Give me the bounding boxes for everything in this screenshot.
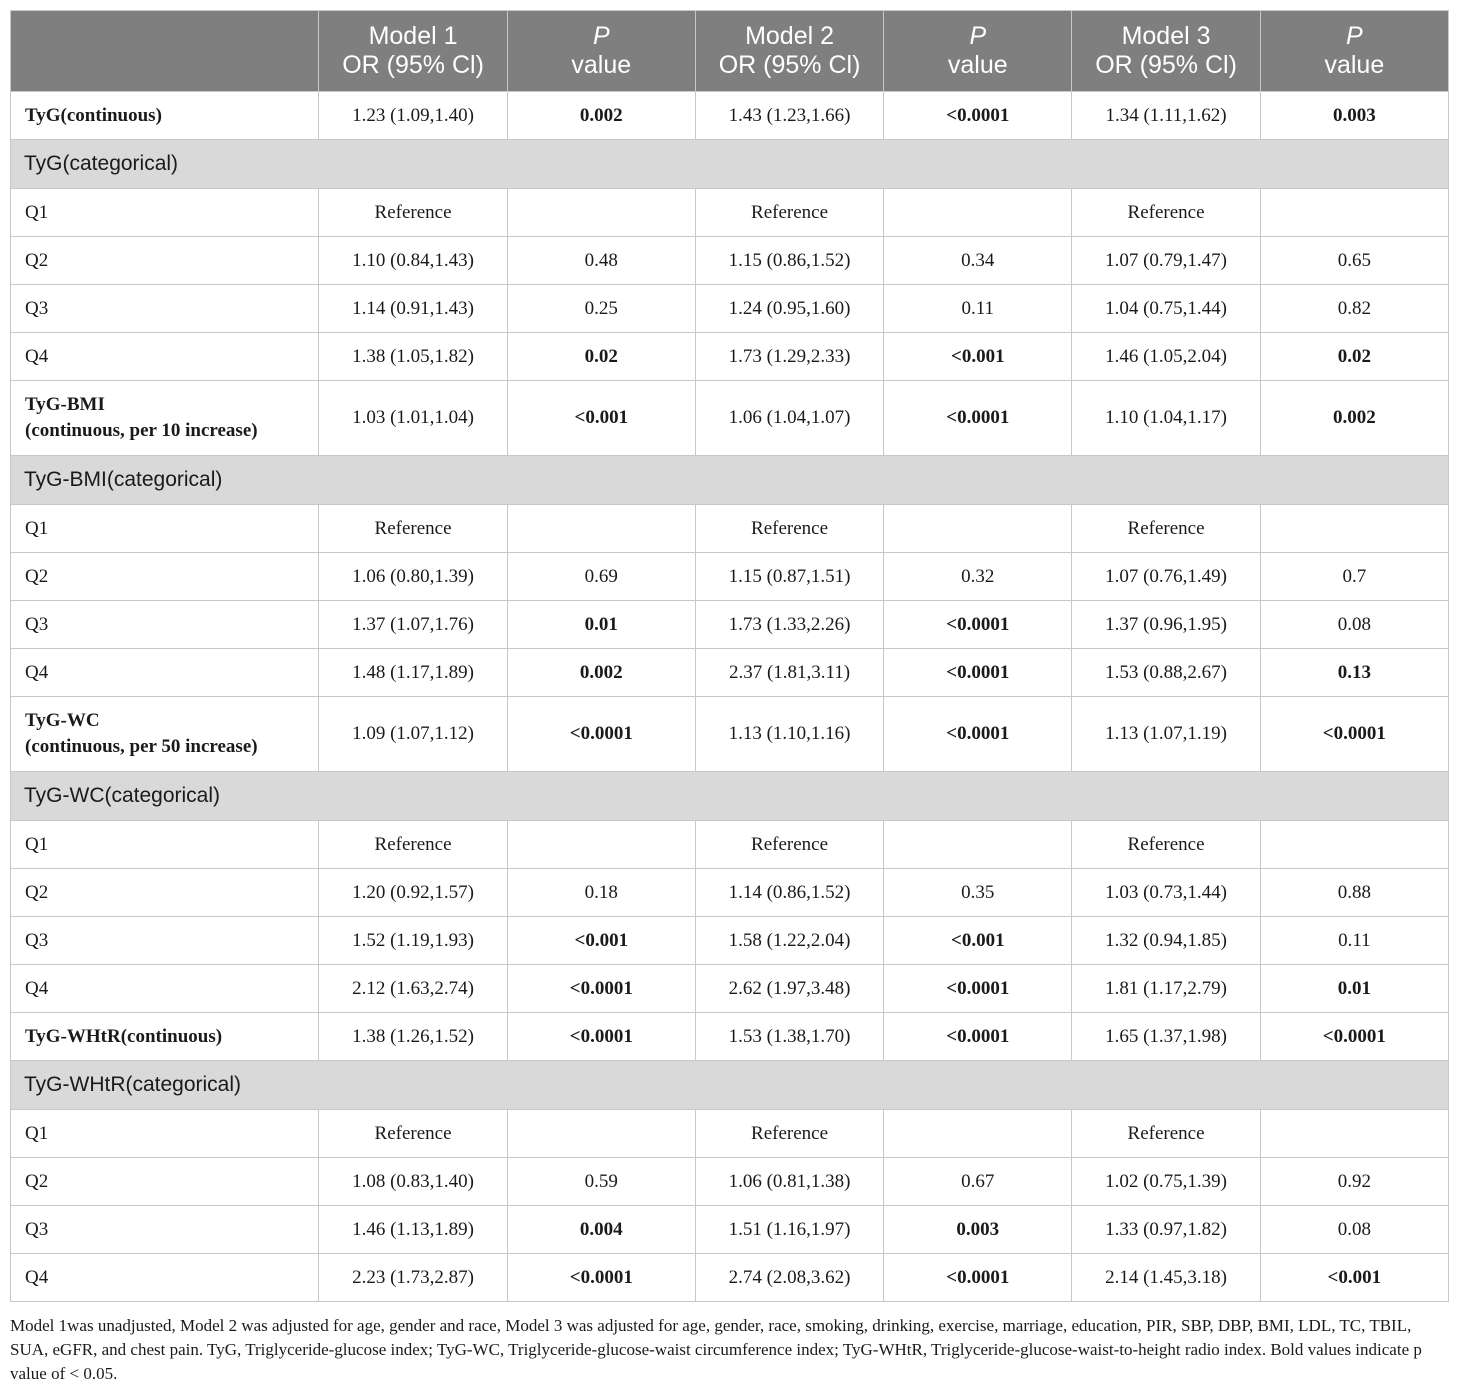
row-label-line: Q4 [25, 661, 49, 683]
or-ci-cell: 2.14 (1.45,3.18) [1072, 1254, 1260, 1302]
row-label-line: Q1 [25, 1122, 49, 1144]
or-ci-cell: 2.62 (1.97,3.48) [695, 965, 883, 1013]
p-value-cell: <0.0001 [507, 697, 695, 772]
or-ci-cell: 1.73 (1.29,2.33) [695, 333, 883, 381]
category-row [11, 772, 1449, 821]
or-ci-cell: Reference [695, 505, 883, 553]
row-label-line: Q2 [25, 249, 49, 271]
row-label [11, 505, 319, 553]
or-ci-cell: 1.37 (1.07,1.76) [319, 601, 507, 649]
p-value-cell [507, 189, 695, 237]
row-label [11, 821, 319, 869]
row-label [11, 1013, 319, 1061]
p-value-cell: <0.0001 [884, 92, 1072, 140]
p-value-cell [507, 821, 695, 869]
or-ci-cell: 1.34 (1.11,1.62) [1072, 92, 1260, 140]
or-ci-cell: 1.33 (0.97,1.82) [1072, 1206, 1260, 1254]
table-row [11, 553, 1449, 601]
or-ci-cell: 1.07 (0.79,1.47) [1072, 237, 1260, 285]
p-value-cell: 0.01 [1260, 965, 1448, 1013]
row-label-line: TyG(continuous) [25, 104, 162, 126]
or-ci-cell: Reference [1072, 1110, 1260, 1158]
row-label [11, 237, 319, 285]
p-value-cell: 0.69 [507, 553, 695, 601]
or-ci-cell: Reference [319, 1110, 507, 1158]
header-model2-unit: OR (95% Cl) [718, 51, 861, 79]
table-body [11, 92, 1449, 1302]
row-label-line: TyG-WHtR(continuous) [25, 1025, 223, 1047]
p-value-cell [1260, 505, 1448, 553]
p-value-cell: 0.002 [1260, 381, 1448, 456]
p-value-cell [507, 1110, 695, 1158]
row-label [11, 92, 319, 140]
row-label-line: Q4 [25, 1266, 49, 1288]
p-value-cell: <0.0001 [507, 1013, 695, 1061]
p-value-cell [884, 505, 1072, 553]
p-value-cell: 0.004 [507, 1206, 695, 1254]
header-p-letter: P [969, 22, 987, 50]
table-row [11, 869, 1449, 917]
or-ci-cell: Reference [1072, 821, 1260, 869]
row-label [11, 697, 319, 772]
p-value-cell: 0.01 [507, 601, 695, 649]
p-value-cell: <0.0001 [884, 1013, 1072, 1061]
table-footnote: Model 1was unadjusted, Model 2 was adjusted for age, gender and race, Model 3 was adjusted for age, gender, race, smoking, drinking, exercise, marriage, education, PIR, SBP, DBP, BMI, LDL, TC, TBIL, SUA, eGFR, and chest pain. TyG, Triglyceride-glucose index; TyG-WC, Triglyceride-glucose-waist circumference index; TyG-WHtR, Triglyceride-glucose-waist-to-height radio index. Bold values indicate p value of < 0.05. [10, 1316, 1422, 1383]
p-value-cell: 0.65 [1260, 237, 1448, 285]
table-row [11, 285, 1449, 333]
row-label-line: Q1 [25, 201, 49, 223]
or-ci-cell: 1.32 (0.94,1.85) [1072, 917, 1260, 965]
p-value-cell: 0.02 [1260, 333, 1448, 381]
p-value-cell: <0.0001 [884, 697, 1072, 772]
table-row [11, 1158, 1449, 1206]
or-ci-cell: 1.07 (0.76,1.49) [1072, 553, 1260, 601]
or-ci-cell: Reference [319, 505, 507, 553]
or-ci-cell: 1.48 (1.17,1.89) [319, 649, 507, 697]
p-value-cell: <0.0001 [884, 649, 1072, 697]
or-ci-cell: Reference [1072, 189, 1260, 237]
row-label [11, 965, 319, 1013]
p-value-cell [507, 505, 695, 553]
category-label: TyG-WHtR(categorical) [11, 1061, 1449, 1110]
table-row [11, 649, 1449, 697]
header-p-value-word: value [947, 51, 1008, 79]
or-ci-cell: 1.51 (1.16,1.97) [695, 1206, 883, 1254]
or-ci-cell: 2.74 (2.08,3.62) [695, 1254, 883, 1302]
p-value-cell: 0.003 [1260, 92, 1448, 140]
or-ci-cell: 1.20 (0.92,1.57) [319, 869, 507, 917]
or-ci-cell: 2.23 (1.73,2.87) [319, 1254, 507, 1302]
p-value-cell: 0.67 [884, 1158, 1072, 1206]
or-ci-cell: Reference [695, 1110, 883, 1158]
header-model2-name: Model 2 [745, 22, 835, 50]
or-ci-cell: 1.02 (0.75,1.39) [1072, 1158, 1260, 1206]
header-model1-name: Model 1 [368, 22, 458, 50]
p-value-cell [1260, 1110, 1448, 1158]
p-value-cell: <0.001 [1260, 1254, 1448, 1302]
or-ci-cell: 1.24 (0.95,1.60) [695, 285, 883, 333]
row-label [11, 1254, 319, 1302]
row-label-line: Q3 [25, 1218, 49, 1240]
p-value-cell: <0.0001 [1260, 697, 1448, 772]
row-label [11, 649, 319, 697]
or-ci-cell: 1.58 (1.22,2.04) [695, 917, 883, 965]
or-ci-cell: 1.06 (0.80,1.39) [319, 553, 507, 601]
p-value-cell: 0.08 [1260, 601, 1448, 649]
or-ci-cell: 1.14 (0.86,1.52) [695, 869, 883, 917]
p-value-cell: 0.002 [507, 649, 695, 697]
or-ci-cell: 1.06 (1.04,1.07) [695, 381, 883, 456]
row-label-line: TyG-WC [25, 710, 100, 731]
p-value-cell: 0.32 [884, 553, 1072, 601]
or-ci-cell: 1.13 (1.07,1.19) [1072, 697, 1260, 772]
or-ci-cell: Reference [319, 189, 507, 237]
table-row [11, 821, 1449, 869]
or-ci-cell: 1.52 (1.19,1.93) [319, 917, 507, 965]
category-label: TyG-WC(categorical) [11, 772, 1449, 821]
table-row [11, 1254, 1449, 1302]
p-value-cell: 0.35 [884, 869, 1072, 917]
p-value-cell: 0.34 [884, 237, 1072, 285]
row-label-line: Q4 [25, 345, 49, 367]
p-value-cell [1260, 821, 1448, 869]
or-ci-cell: 1.08 (0.83,1.40) [319, 1158, 507, 1206]
header-model3-unit: OR (95% Cl) [1095, 51, 1237, 79]
p-value-cell: <0.001 [884, 917, 1072, 965]
results-table-container [10, 10, 1450, 1302]
table-row [11, 381, 1449, 456]
p-value-cell: <0.0001 [884, 1254, 1072, 1302]
row-label-line: Q1 [25, 833, 49, 855]
header-model1 [319, 11, 507, 92]
p-value-cell: <0.0001 [507, 1254, 695, 1302]
p-value-cell: 0.25 [507, 285, 695, 333]
table-row [11, 92, 1449, 140]
or-ci-cell: 1.46 (1.05,2.04) [1072, 333, 1260, 381]
header-p3 [1260, 11, 1448, 92]
header-model1-unit: OR (95% Cl) [342, 51, 484, 79]
or-ci-cell: Reference [695, 821, 883, 869]
or-ci-cell: 1.46 (1.13,1.89) [319, 1206, 507, 1254]
row-label-line: TyG-BMI [25, 394, 105, 415]
or-ci-cell: 1.10 (1.04,1.17) [1072, 381, 1260, 456]
header-p2 [884, 11, 1072, 92]
p-value-cell: 0.11 [1260, 917, 1448, 965]
row-label [11, 601, 319, 649]
table-row [11, 1206, 1449, 1254]
table-row [11, 1110, 1449, 1158]
row-label [11, 1158, 319, 1206]
row-label [11, 285, 319, 333]
p-value-cell: 0.002 [507, 92, 695, 140]
or-ci-cell: 1.53 (1.38,1.70) [695, 1013, 883, 1061]
table-row [11, 333, 1449, 381]
or-ci-cell: 1.03 (1.01,1.04) [319, 381, 507, 456]
or-ci-cell: 1.65 (1.37,1.98) [1072, 1013, 1260, 1061]
row-label [11, 869, 319, 917]
p-value-cell: 0.7 [1260, 553, 1448, 601]
p-value-cell: <0.0001 [507, 965, 695, 1013]
or-ci-cell: 1.43 (1.23,1.66) [695, 92, 883, 140]
row-label [11, 553, 319, 601]
p-value-cell: 0.82 [1260, 285, 1448, 333]
or-ci-cell: Reference [1072, 505, 1260, 553]
table-row [11, 505, 1449, 553]
results-table [10, 10, 1449, 1302]
row-label-line: Q3 [25, 613, 49, 635]
or-ci-cell: 1.23 (1.09,1.40) [319, 92, 507, 140]
p-value-cell: 0.92 [1260, 1158, 1448, 1206]
table-row [11, 601, 1449, 649]
header-model3 [1072, 11, 1260, 92]
row-label [11, 1206, 319, 1254]
p-value-cell: <0.0001 [884, 601, 1072, 649]
row-label [11, 381, 319, 456]
category-row [11, 140, 1449, 189]
or-ci-cell: 1.38 (1.26,1.52) [319, 1013, 507, 1061]
or-ci-cell: Reference [319, 821, 507, 869]
or-ci-cell: 1.09 (1.07,1.12) [319, 697, 507, 772]
p-value-cell: 0.11 [884, 285, 1072, 333]
or-ci-cell: 1.81 (1.17,2.79) [1072, 965, 1260, 1013]
p-value-cell: 0.003 [884, 1206, 1072, 1254]
category-label: TyG-BMI(categorical) [11, 456, 1449, 505]
row-label-line: Q3 [25, 297, 49, 319]
or-ci-cell: Reference [695, 189, 883, 237]
header-model3-name: Model 3 [1121, 22, 1211, 50]
row-label-line: Q2 [25, 881, 49, 903]
row-label [11, 333, 319, 381]
or-ci-cell: 1.37 (0.96,1.95) [1072, 601, 1260, 649]
p-value-cell: <0.0001 [884, 965, 1072, 1013]
p-value-cell: <0.001 [507, 917, 695, 965]
row-label [11, 1110, 319, 1158]
table-row [11, 1013, 1449, 1061]
table-row [11, 697, 1449, 772]
p-value-cell: 0.48 [507, 237, 695, 285]
or-ci-cell: 1.04 (0.75,1.44) [1072, 285, 1260, 333]
or-ci-cell: 1.15 (0.87,1.51) [695, 553, 883, 601]
or-ci-cell: 2.12 (1.63,2.74) [319, 965, 507, 1013]
header-p1 [507, 11, 695, 92]
or-ci-cell: 1.53 (0.88,2.67) [1072, 649, 1260, 697]
table-row [11, 189, 1449, 237]
p-value-cell: 0.13 [1260, 649, 1448, 697]
table-row [11, 917, 1449, 965]
row-label-line: Q4 [25, 977, 49, 999]
category-row [11, 1061, 1449, 1110]
header-row [11, 11, 1449, 92]
header-p-value-word: value [1324, 51, 1385, 79]
p-value-cell: 0.59 [507, 1158, 695, 1206]
header-empty-cell [11, 11, 319, 92]
row-label-line: Q3 [25, 929, 49, 951]
p-value-cell [884, 189, 1072, 237]
row-label-line: (continuous, per 10 increase) [25, 420, 258, 441]
or-ci-cell: 1.14 (0.91,1.43) [319, 285, 507, 333]
header-p-value-word: value [571, 51, 632, 79]
category-label: TyG(categorical) [11, 140, 1449, 189]
category-row [11, 456, 1449, 505]
row-label-line: Q1 [25, 517, 49, 539]
p-value-cell: <0.001 [507, 381, 695, 456]
or-ci-cell: 1.15 (0.86,1.52) [695, 237, 883, 285]
table-row [11, 237, 1449, 285]
or-ci-cell: 1.13 (1.10,1.16) [695, 697, 883, 772]
p-value-cell: <0.001 [884, 333, 1072, 381]
or-ci-cell: 1.10 (0.84,1.43) [319, 237, 507, 285]
row-label [11, 189, 319, 237]
row-label [11, 917, 319, 965]
table-row [11, 965, 1449, 1013]
or-ci-cell: 1.03 (0.73,1.44) [1072, 869, 1260, 917]
row-label-line: Q2 [25, 565, 49, 587]
header-p-letter: P [1345, 22, 1363, 50]
or-ci-cell: 2.37 (1.81,3.11) [695, 649, 883, 697]
row-label-line: Q2 [25, 1170, 49, 1192]
or-ci-cell: 1.73 (1.33,2.26) [695, 601, 883, 649]
header-p-letter: P [592, 22, 610, 50]
p-value-cell: <0.0001 [884, 381, 1072, 456]
p-value-cell [884, 1110, 1072, 1158]
or-ci-cell: 1.06 (0.81,1.38) [695, 1158, 883, 1206]
p-value-cell: 0.88 [1260, 869, 1448, 917]
p-value-cell [1260, 189, 1448, 237]
or-ci-cell: 1.38 (1.05,1.82) [319, 333, 507, 381]
header-model2 [695, 11, 883, 92]
p-value-cell: <0.0001 [1260, 1013, 1448, 1061]
p-value-cell: 0.02 [507, 333, 695, 381]
row-label-line: (continuous, per 50 increase) [25, 736, 258, 757]
p-value-cell [884, 821, 1072, 869]
p-value-cell: 0.18 [507, 869, 695, 917]
p-value-cell: 0.08 [1260, 1206, 1448, 1254]
